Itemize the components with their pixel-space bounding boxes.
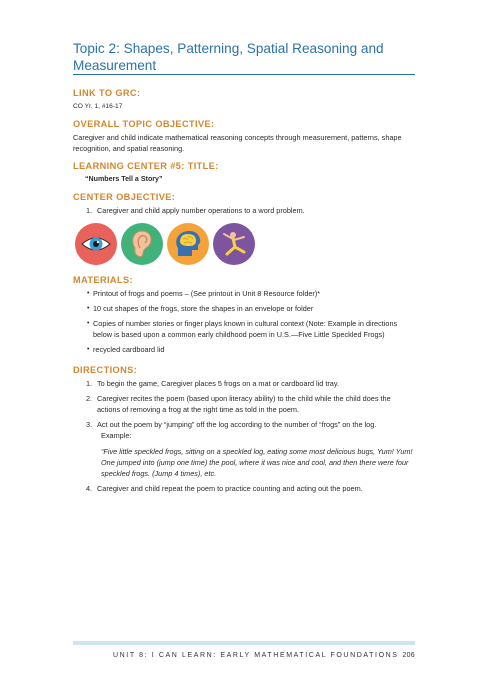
list-item	[73, 419, 415, 479]
link-heading: LINK TO GRC:	[73, 88, 141, 98]
ear-icon	[121, 223, 163, 265]
materials-heading: MATERIALS:	[73, 275, 133, 285]
list-item	[73, 483, 415, 494]
stretching-person-icon	[213, 223, 255, 265]
list-item: • Printout of frogs and poems – (See printout in Unit 8 Resource folder)*	[87, 289, 321, 298]
list-text: recycled cardboard lid	[93, 345, 165, 354]
example-label: Example:	[101, 431, 132, 440]
learning-modes-icons	[75, 223, 415, 265]
center-objective-list	[73, 205, 415, 216]
overall-objective-heading: OVERALL TOPIC OBJECTIVE:	[73, 119, 215, 129]
list-item	[73, 378, 415, 389]
link-text: CO Yr. 1, #16-17	[73, 103, 123, 110]
learning-center-heading: LEARNING CENTER #5: TITLE:	[73, 161, 219, 171]
brain-icon	[167, 223, 209, 265]
title-divider	[73, 74, 415, 75]
directions-list	[73, 378, 415, 494]
list-text: Caregiver recites the poem (based upon literacy ability) to the child while the child does the actions of removing a frog at the right time as told in the poem.	[97, 394, 391, 414]
page-title: Topic 2: Shapes, Patterning, Spatial Reasoning and Measurement	[73, 41, 384, 73]
eye-icon	[75, 223, 117, 265]
list-text: Caregiver and child apply number operations to a word problem.	[97, 206, 305, 215]
list-text: Printout of frogs and poems – (See printout in Unit 8 Resource folder)*	[93, 289, 321, 298]
page-footer	[113, 652, 415, 659]
list-text: Copies of number stories or finger plays known in cultural context (Note: Example in directions below is based upon a common early childhood poem in U.S.—Five Little Speckled Frogs)	[93, 319, 398, 339]
list-number: 3.	[86, 420, 93, 429]
materials-list	[73, 288, 415, 355]
center-objective-heading: CENTER OBJECTIVE:	[73, 192, 176, 202]
list-item	[73, 393, 415, 415]
footer-unit-title: UNIT 8: I CAN LEARN: EARLY MATHEMATICAL FOUNDATIONS	[113, 652, 399, 659]
directions-heading: DIRECTIONS:	[73, 365, 138, 375]
list-text: Caregiver and child repeat the poem to practice counting and acting out the poem.	[97, 484, 363, 493]
list-number: 1.	[86, 206, 93, 215]
list-text: Act out the poem by “jumping” off the log according to the number of “frogs” on the log.	[97, 420, 377, 429]
overall-objective-text: Caregiver and child indicate mathematical reasoning concepts through measurement, patterns, shape recognition, and spatial reasoning.	[73, 133, 402, 153]
list-item: • Copies of number stories or finger plays known in cultural context (Note: Example in directions below is based upon a common early childhood poem in U.S.—Five Little Speckled Frogs)	[87, 319, 398, 339]
list-item: • 10 cut shapes of the frogs, store the shapes in an envelope or folder	[87, 304, 314, 313]
list-item	[73, 205, 415, 216]
footer-divider	[73, 641, 415, 645]
list-number: 4.	[86, 484, 93, 493]
list-number: 2.	[86, 394, 93, 403]
list-number: 1.	[86, 379, 93, 388]
learning-center-title: “Numbers Tell a Story”	[85, 175, 163, 183]
example-poem: “Five little speckled frogs, sitting on a speckled log, eating some most delicious bugs, Yum! Yum! One jumped into (jump one time) the pool, where it was nice and cool, and then there were four speckled frogs. (Jump 4 times), etc.	[101, 447, 413, 478]
list-text: 10 cut shapes of the frogs, store the shapes in an envelope or folder	[93, 304, 314, 313]
page-number: 206	[402, 652, 415, 659]
list-text: To begin the game, Caregiver places 5 frogs on a mat or cardboard lid tray.	[97, 379, 340, 388]
main-content	[73, 87, 415, 498]
list-item: • recycled cardboard lid	[87, 345, 165, 354]
